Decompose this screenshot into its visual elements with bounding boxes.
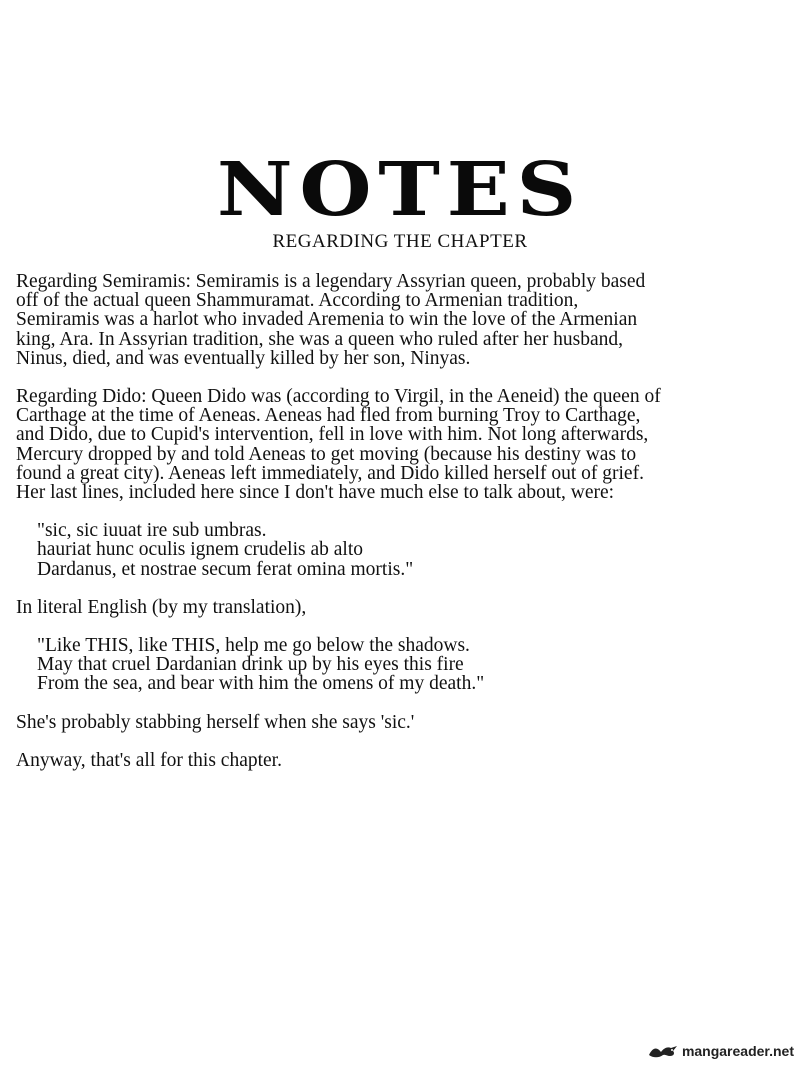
page-title: NOTES	[216, 147, 584, 233]
watermark-text: mangareader.net	[681, 1043, 794, 1059]
text-line: Mercury dropped by and told Aeneas to get moving (because his destiny was to	[16, 443, 637, 465]
watermark	[647, 1043, 794, 1059]
text-line: Regarding Semiramis: Semiramis is a legendary Assyrian queen, probably based	[16, 271, 646, 292]
quote-line: From the sea, and bear with him the omens of my death."	[37, 673, 485, 695]
quote-line: Dardanus, et nostrae secum ferat omina mortis."	[37, 558, 414, 580]
text-line: Regarding Dido: Queen Dido was (according to Virgil, in the Aeneid) the queen of	[16, 386, 661, 408]
semiramis-paragraph	[16, 272, 791, 368]
text-line: and Dido, due to Cupid's intervention, fell in love with him. Not long afterwards,	[16, 424, 649, 446]
dido-paragraph	[16, 387, 791, 502]
quote-line: "Like THIS, like THIS, help me go below the shadows.	[37, 635, 470, 657]
closing-line: Anyway, that's all for this chapter.	[16, 749, 282, 771]
english-quote	[37, 636, 791, 694]
text-line: Carthage at the time of Aeneas. Aeneas had fled from burning Troy to Carthage,	[16, 405, 641, 427]
text-line: Semiramis was a harlot who invaded Aremenia to win the love of the Armenian	[16, 309, 638, 331]
text-line: king, Ara. In Assyrian tradition, she was a queen who ruled after her husband,	[16, 328, 624, 350]
page-subtitle: REGARDING THE CHAPTER	[272, 231, 528, 252]
dragon-icon	[647, 1043, 679, 1059]
latin-quote	[37, 521, 791, 579]
text-line: off of the actual queen Shammuramat. According to Armenian tradition,	[16, 290, 579, 312]
text-line: Her last lines, included here since I don't have much else to talk about, were:	[16, 482, 615, 504]
quote-line: May that cruel Dardanian drink up by his eyes this fire	[37, 654, 464, 676]
notes-body	[16, 272, 791, 789]
text-line: found a great city). Aeneas left immediately, and Dido killed herself out of grief.	[16, 462, 644, 484]
text-line: Ninus, died, and was eventually killed by her son, Ninyas.	[16, 347, 471, 369]
stabbing-note: She's probably stabbing herself when she says 'sic.'	[16, 711, 415, 733]
quote-line: hauriat hunc oculis ignem crudelis ab alto	[37, 539, 363, 561]
quote-line: "sic, sic iuuat ire sub umbras.	[37, 520, 267, 542]
translation-intro: In literal English (by my translation),	[16, 596, 307, 618]
